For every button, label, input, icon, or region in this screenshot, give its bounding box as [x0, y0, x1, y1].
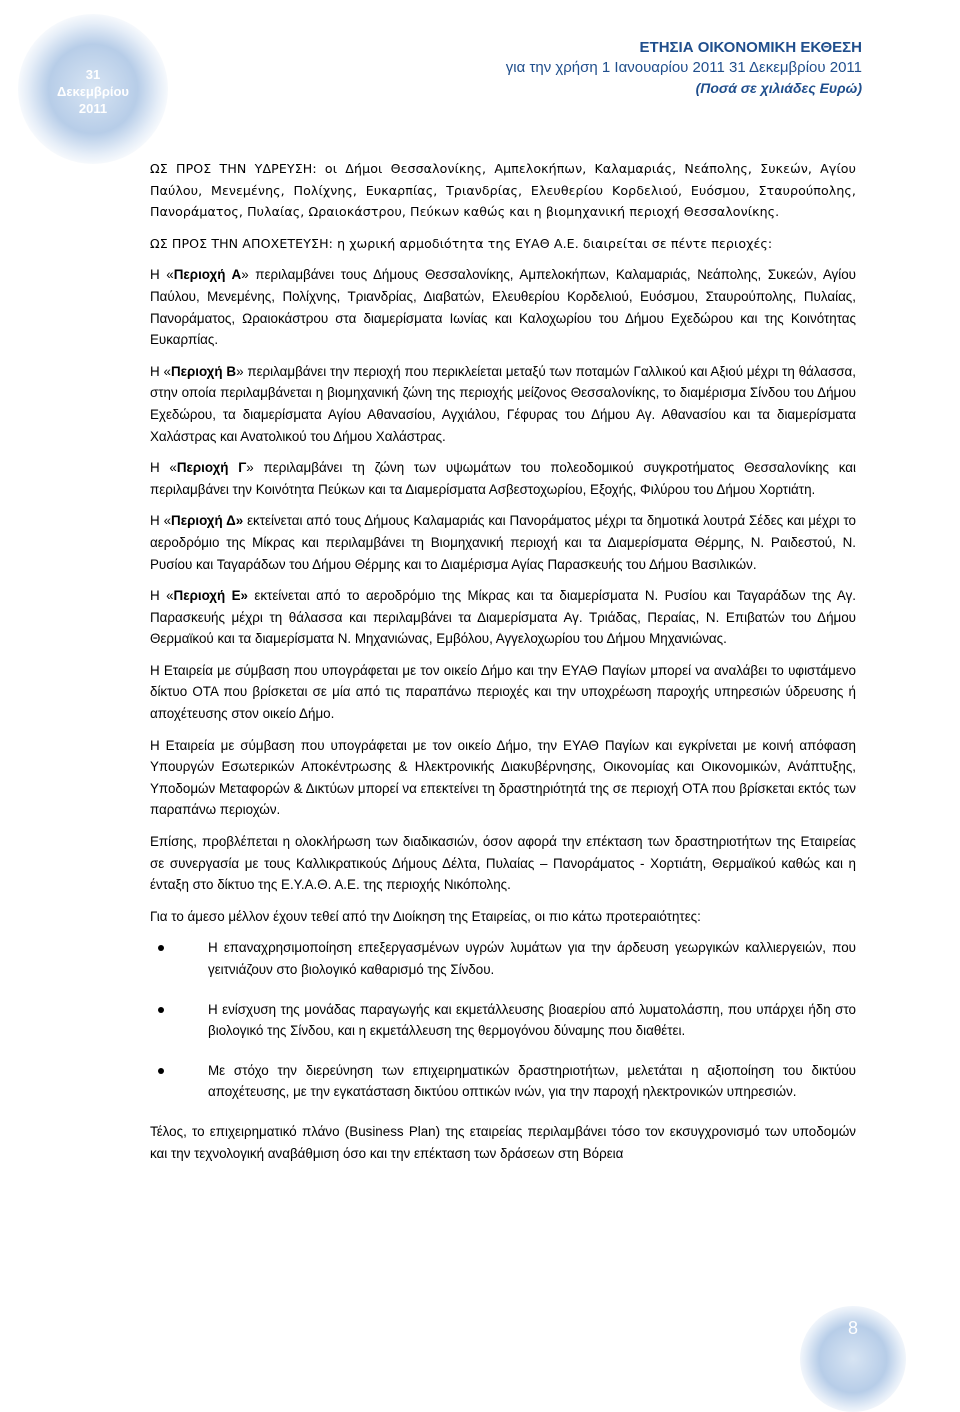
area-a-name: Περιοχή Α: [173, 267, 242, 283]
area-a-paragraph: Η «Περιοχή Α» περιλαμβάνει τους Δήμους Θεσσαλονίκης, Αμπελοκήπων, Καλαμαριάς, Νεάπολης, Συκεών, Αγίου Παύλου, Μενεμένης, Πολίχνης, Τριανδρίας, Διαβατών, Ελευθερίου Κορδελιού, Ευόσμου, Σταυρούπολης, Πυλαίας, Πανοράματος, Ωραιοκάστρου στα διαμερίσματα Ιωνίας και Καλοχωρίου του Δήμου Εχεδώρου και της Κοινότητας Ευκαρπίας.: [150, 267, 856, 348]
badge-month: Δεκεμβρίου: [57, 84, 129, 99]
sewerage-paragraph: ΩΣ ΠΡΟΣ ΤΗΝ ΑΠΟΧΕΤΕΥΣΗ: η χωρική αρμοδιότητα της ΕΥΑΘ Α.Ε. διαιρείται σε πέντε περιοχές:: [150, 235, 773, 251]
area-b-name: Περιοχή Β: [170, 363, 237, 379]
list-item: Η επαναχρησιμοποίηση επεξεργασμένων υγρών λυμάτων για την άρδευση γεωργικών καλλιεργειών, που γειτνιάζουν στο βιολογικό καθαρισμό της Σίνδου.: [150, 937, 856, 980]
page-number-badge: [800, 1306, 906, 1412]
badge-day: 31: [85, 67, 101, 82]
badge-year: 2011: [78, 101, 108, 116]
list-item: Η ενίσχυση της μονάδας παραγωγής και εκμετάλλευσης βιοαερίου από λυματολάσπη, που υπάρχει ήδη στο βιολογικό της Σίνδου, και η εκμετάλλευση της θερμογόνου δύναμης που διαθέτει.: [150, 999, 856, 1042]
area-c-paragraph: Η «Περιοχή Γ» περιλαμβάνει τη ζώνη των υψωμάτων του πολεοδομικού συγκροτήματος Θεσσαλονίκης και περιλαμβάνει την Κοινότητα Πεύκων και τα Διαμερίσματα Ασβεστοχωρίου, Εξοχής, Φιλύρου του Δήμου Χορτιάτη.: [150, 460, 856, 497]
business-plan-paragraph: Τέλος, το επιχειρηματικό πλάνο (Business Plan) της εταιρείας περιλαμβάνει τόσο τον εκσυγχρονισμό των υποδομών και την τεχνολογική αναβάθμιση όσο και την επέκταση των δράσεων στη Βόρεια: [150, 1123, 856, 1161]
bullet-icon: [158, 1007, 164, 1013]
area-e-paragraph: Η «Περιοχή Ε» εκτείνεται από το αεροδρόμιο της Μίκρας και τα διαμερίσματα Ν. Ρυσίου και Ταγαράδων της Αγ. Παρασκευής μέχρι τη θάλασσα και περιλαμβάνει τα Διαμερίσματα Αγ. Τριάδας, Περαίας, Ν. Επιβατών του Δήμου Θερμαϊκού και τα διαμερίσματα Ν. Μηχανιώνας, Εμβόλου, Αγγελοχωρίου του Δήμου Μηχανιώνας.: [150, 588, 857, 647]
report-period: για την χρήση 1 Ιανουαρίου 2011 31 Δεκεμβρίου 2011: [505, 59, 862, 76]
date-badge-text: [18, 66, 168, 117]
area-b-paragraph: Η «Περιοχή Β» περιλαμβάνει την περιοχή που περικλείεται μεταξύ των ποταμών Γαλλικού και Αξιού μέχρι τη θάλασσα, στην οποία περιλαμβάνεται η βιομηχανική ζώνη της περιοχής μείζονος Θεσσαλονίκης, το διαμέρισμα Σίνδου του Δήμου Εχεδώρου, τα διαμερίσματα Αγίου Αθανασίου, Αγχιάλου, Γέφυρας του Δήμου Αγ. Αθανασίου και τα διαμερίσματα Χαλάστρας και Ανατολικού του Δήμου Χαλάστρας.: [150, 363, 857, 444]
expansion-paragraph: Επίσης, προβλέπεται η ολοκλήρωση των διαδικασιών, όσον αφορά την επέκταση των δραστηριοτήτων της Εταιρείας σε συνεργασία με τους Καλλικρατικούς Δήμους Δέλτα, Πυλαίας – Πανοράματος - Χορτιάτη, Θερμαϊκού καθώς και η ένταξη στο δίκτυο της Ε.Υ.Α.Θ. Α.Ε. της περιοχής Νικόπολης.: [150, 834, 856, 893]
report-title: ΕΤΗΣΙΑ ΟΙΚΟΝΟΜΙΚΗ ΕΚΘΕΣΗ: [639, 39, 862, 56]
area-c-name: Περιοχή Γ: [176, 460, 247, 476]
document-body: [150, 158, 856, 1164]
area-d-name: Περιοχή Δ»: [171, 513, 244, 529]
report-header: [506, 38, 862, 98]
priorities-list: [150, 937, 856, 1103]
bullet-icon: [158, 945, 164, 951]
bullet-icon: [158, 1068, 164, 1074]
contract-paragraph-2: Η Εταιρεία με σύμβαση που υπογράφεται με τον οικείο Δήμο, την ΕΥΑΘ Παγίων και εγκρίνεται με κοινή απόφαση Υπουργών Εσωτερικών Αποκέντρωσης & Ηλεκτρονικής Διακυβέρνησης, Οικονομίας και Οικονομικών, Ανάπτυξης, Υποδομών Μεταφορών & Δικτύων μπορεί να επεκτείνει τη δραστηριότητά της σε περιοχή ΟΤΑ που βρίσκεται εκτός των παραπάνω περιοχών.: [150, 737, 856, 818]
priorities-intro: Για το άμεσο μέλλον έχουν τεθεί από την Διοίκηση της Εταιρείας, οι πιο κάτω προτεραιότητες:: [150, 908, 701, 924]
page-number: 8: [847, 1318, 858, 1338]
area-e-name: Περιοχή Ε»: [173, 588, 248, 604]
list-item: Με στόχο την διερεύνηση των επιχειρηματικών δραστηριοτήτων, μελετάται η αξιοποίηση του δικτύου αποχέτευσης, με την εγκατάσταση δικτύου οπτικών ινών, για την παροχή ηλεκτρονικών υπηρεσιών.: [150, 1060, 856, 1103]
area-d-paragraph: Η «Περιοχή Δ» εκτείνεται από τους Δήμους Καλαμαριάς και Πανοράματος μέχρι τα δημοτικά λουτρά Σέδες και μέχρι το αεροδρόμιο της Μίκρας και περιλαμβάνει τη Βιομηχανική περιοχή και τα Διαμερίσματα Θέρμης, Ν. Ραιδεστού, Ν. Ρυσίου και Ταγαράδων του Δήμου Θέρμης και το Διαμέρισμα Αγίας Παρασκευής του Δήμου Βασιλικών.: [150, 513, 856, 572]
water-supply-paragraph: ΩΣ ΠΡΟΣ ΤΗΝ ΥΔΡΕΥΣΗ: οι Δήμοι Θεσσαλονίκης, Αμπελοκήπων, Καλαμαριάς, Νεάπολης, Συκεών, Αγίου Παύλου, Μενεμένης, Πολίχνης, Ευκαρπίας, Τριανδρίας, Ελευθερίου Κορδελιού, Ευόσμου, Σταυρούπολης, Πανοράματος, Πυλαίας, Ωραιοκάστρου, Πεύκων καθώς και η βιομηχανική περιοχή Θεσσαλονίκης.: [150, 161, 856, 220]
report-units: (Ποσά σε χιλιάδες Ευρώ): [695, 80, 862, 96]
contract-paragraph-1: Η Εταιρεία με σύμβαση που υπογράφεται με τον οικείο Δήμο και την ΕΥΑΘ Παγίων μπορεί να αναλάβει το υφιστάμενο δίκτυο ΟΤΑ που βρίσκεται σε μία από τις παραπάνω περιοχές και την υποχρέωση παροχής υπηρεσιών ύδρευσης ή αποχέτευσης στον οικείο Δήμο.: [150, 662, 856, 722]
date-badge: [18, 14, 168, 164]
